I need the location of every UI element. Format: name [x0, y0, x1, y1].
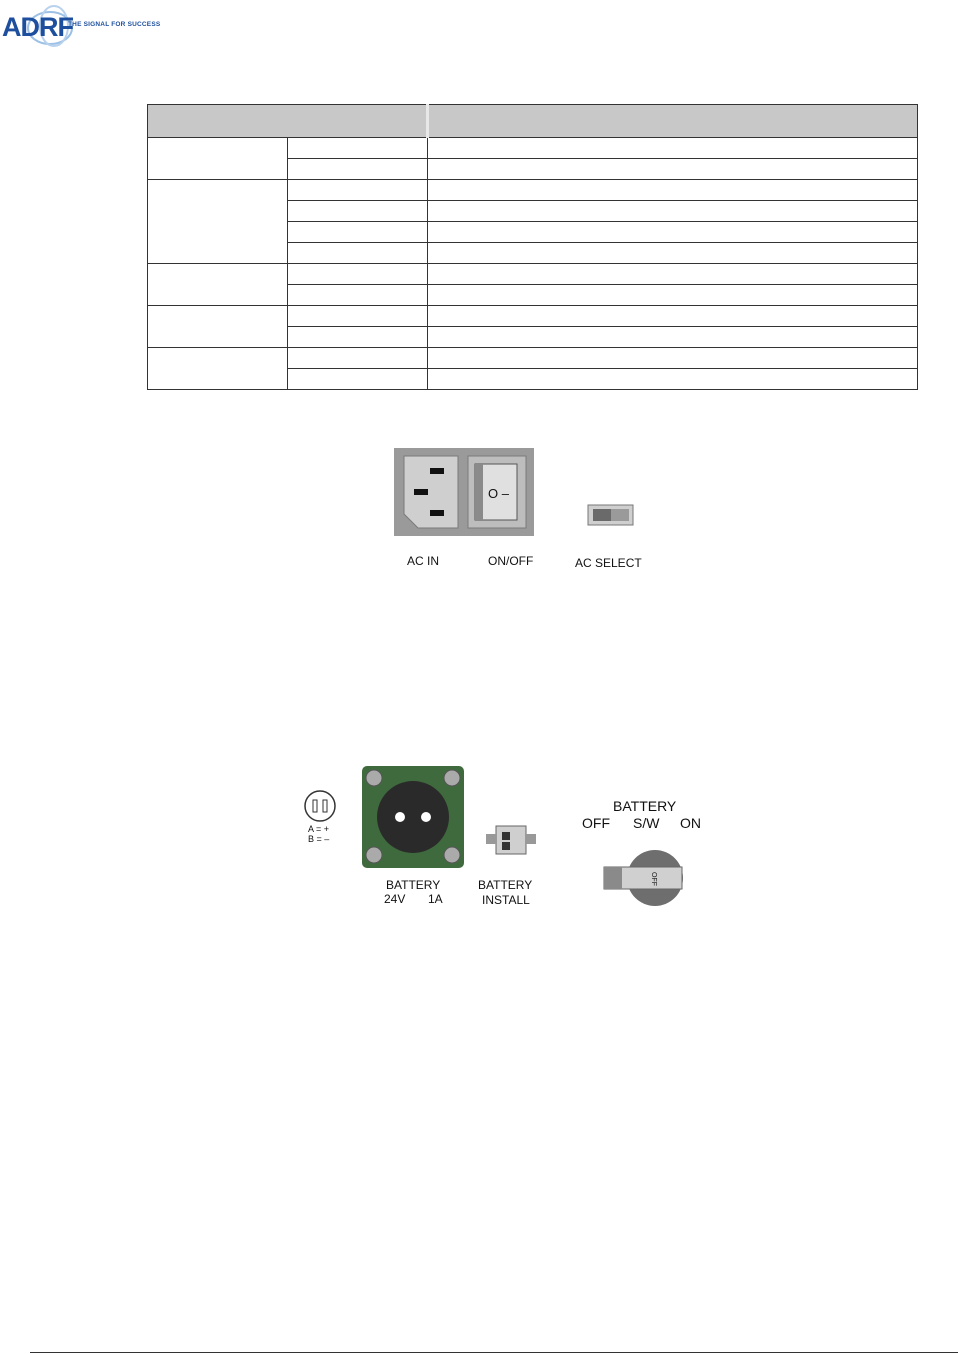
battery-voltage-label: 24V [384, 892, 406, 906]
table-cell [428, 159, 918, 180]
battery-panel-figure [300, 762, 720, 912]
table-cell [428, 180, 918, 201]
table-cell [288, 264, 428, 285]
table-cell [428, 285, 918, 306]
table-group-cell [148, 264, 288, 306]
spec-table [147, 104, 918, 390]
battery-connector-icon [362, 766, 464, 868]
ac-inlet-icon [404, 456, 458, 528]
table-group-cell [148, 306, 288, 348]
table-row [148, 264, 918, 285]
table-cell [288, 306, 428, 327]
rotary-knob-text: OFF [650, 872, 657, 886]
ac-panel-figure [394, 448, 654, 578]
table-group-cell [148, 138, 288, 180]
battery-switch-title: BATTERY [613, 798, 677, 814]
table-group-cell [148, 348, 288, 390]
table-header-cell [148, 105, 428, 138]
table-row [148, 180, 918, 201]
switch-position-off: OFF [582, 815, 610, 831]
ac-in-label: AC IN [407, 554, 440, 568]
footer-rule [30, 1352, 958, 1353]
table-header-row [148, 105, 918, 138]
table-row [148, 138, 918, 159]
table-cell [288, 285, 428, 306]
company-logo [0, 2, 170, 54]
battery-install-jumper-icon [486, 826, 536, 854]
table-cell [288, 369, 428, 390]
table-cell [428, 306, 918, 327]
ac-select-label: AC SELECT [575, 556, 642, 570]
battery-rotary-switch-icon [604, 850, 683, 906]
onoff-label: ON/OFF [488, 554, 534, 568]
table-cell [428, 201, 918, 222]
table-header-cell [428, 105, 918, 138]
table-cell [288, 159, 428, 180]
battery-install-label: BATTERY [478, 878, 533, 892]
pin-note-a: A = + [308, 824, 330, 834]
logo-tagline: THE SIGNAL FOR SUCCESS [68, 21, 161, 28]
table-cell [428, 243, 918, 264]
battery-current-label: 1A [428, 892, 443, 906]
table-cell [428, 222, 918, 243]
pin-note-b: B = – [308, 834, 330, 844]
switch-position-sw: S/W [633, 815, 660, 831]
battery-connector-label: BATTERY [386, 878, 441, 892]
table-cell [288, 201, 428, 222]
table-cell [288, 243, 428, 264]
table-row [148, 306, 918, 327]
table-cell [428, 264, 918, 285]
table-cell [428, 369, 918, 390]
pin-diagram-icon [305, 791, 335, 821]
table-cell [288, 180, 428, 201]
table-cell [428, 348, 918, 369]
table-cell [288, 138, 428, 159]
switch-position-on: ON [680, 815, 701, 831]
logo-brand: ADRF [2, 12, 73, 42]
battery-install-label-2: INSTALL [482, 893, 530, 907]
table-cell [288, 348, 428, 369]
table-cell [428, 138, 918, 159]
ac-select-slide-switch-icon [588, 505, 633, 525]
table-group-cell [148, 180, 288, 264]
table-cell [288, 327, 428, 348]
rocker-switch-glyph: O – [488, 486, 509, 501]
table-cell [288, 222, 428, 243]
table-row [148, 348, 918, 369]
table-cell [428, 327, 918, 348]
